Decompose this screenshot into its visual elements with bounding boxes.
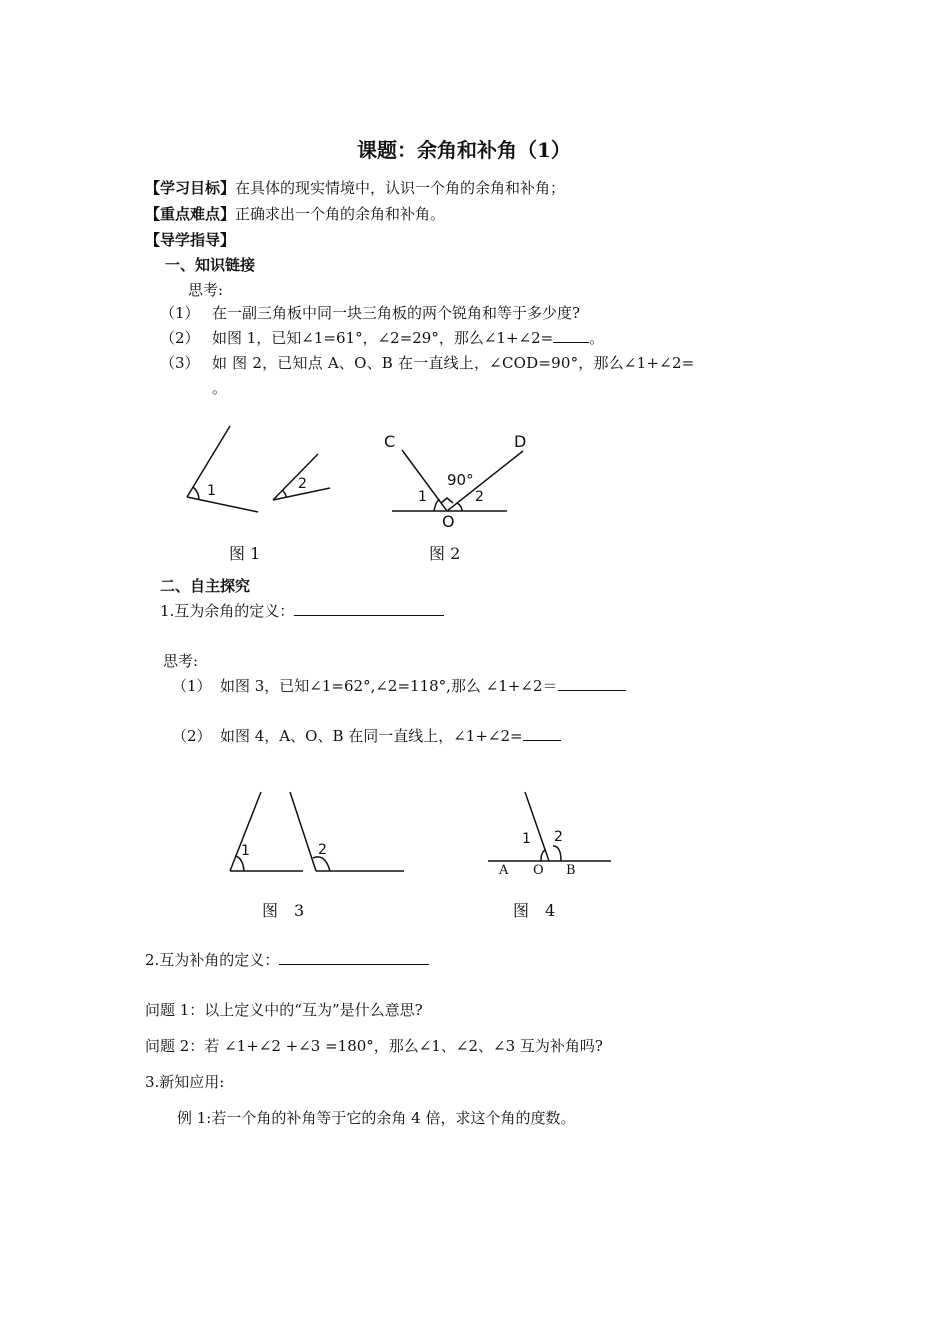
- apply-heading: 3.新知应用:: [145, 1073, 225, 1091]
- s2-q1-answer-blank[interactable]: [558, 676, 626, 691]
- page-title: 课题：余角和补角（1）: [357, 138, 571, 162]
- q2-number: （2）: [160, 329, 200, 347]
- fig3-label-2: 2: [318, 842, 327, 858]
- q2-body: 如图 1，已知∠1=61°，∠2=29°，那么∠1+∠2=: [212, 329, 554, 347]
- fig2-label-c: C: [384, 432, 396, 451]
- def2-text: 2.互为补角的定义：: [145, 951, 280, 969]
- objectives-text: 在具体的现实情境中，认识一个角的余角和补角；: [235, 179, 566, 197]
- caption-fig3: 图 3: [262, 901, 305, 920]
- fig2-angle1-arc: [434, 500, 440, 511]
- q3-text: 如 图 2，已知点 A、O、B 在一直线上，∠COD=90°，那么∠1+∠2=: [212, 354, 695, 372]
- s2-q1-line: [220, 676, 626, 696]
- fig1-label-2: 2: [298, 476, 307, 492]
- fig2-label-90: 90°: [447, 471, 474, 489]
- q3-end: 。: [212, 379, 228, 397]
- fig1-label-1: 1: [207, 483, 216, 499]
- fig2-right-angle-mark: [441, 498, 453, 503]
- fig1-angle2-ray-a: [273, 454, 318, 500]
- example-1: 例 1:若一个角的补角等于它的余角 4 倍，求这个角的度数。: [177, 1109, 576, 1127]
- section2-think: 思考:: [163, 652, 199, 670]
- fig4-label-b: B: [566, 863, 576, 878]
- def1-text: 1.互为余角的定义：: [160, 602, 295, 620]
- def2-line: [145, 950, 429, 970]
- s2-q1-number: （1）: [172, 677, 212, 695]
- guide-label: 【导学指导】: [145, 231, 236, 249]
- key-points-text: 正确求出一个角的余角和补角。: [235, 205, 446, 223]
- fig2-label-o: O: [442, 512, 455, 531]
- s2-q2-answer-blank[interactable]: [523, 726, 561, 741]
- fig4-label-2: 2: [554, 829, 563, 845]
- fig4-label-1: 1: [522, 831, 531, 847]
- fig1-angle2-arc: [283, 491, 286, 497]
- q1-text: 在一副三角板中同一块三角板的两个锐角和等于多少度?: [212, 304, 581, 322]
- fig4-label-a: A: [499, 863, 509, 878]
- section1-think: 思考:: [188, 281, 224, 299]
- fig3-angle2-ray-a: [290, 792, 316, 871]
- section2-heading: 二、自主探究: [160, 577, 251, 595]
- s2-q2-line: [220, 726, 561, 746]
- fig4-label-o: O: [533, 863, 544, 878]
- question-2: 问题 2：若 ∠1+∠2 +∠3 =180°，那么∠1、∠2、∠3 互为补角吗?: [145, 1037, 603, 1055]
- fig1-angle1-ray-b: [187, 497, 258, 512]
- section1-heading: 一、知识链接: [165, 256, 256, 274]
- s2-q1-text: 如图 3，已知∠1=62°,∠2=118°,那么 ∠1+∠2＝: [220, 677, 558, 695]
- fig4-angle2-arc: [553, 846, 561, 861]
- q3-number: （3）: [160, 354, 200, 372]
- def1-line: [160, 601, 444, 621]
- fig2-label-d: D: [514, 432, 527, 451]
- figure-4: [488, 792, 611, 861]
- s2-q2-text: 如图 4，A、O、B 在同一直线上，∠1+∠2=: [220, 727, 523, 745]
- caption-fig2: 图 2: [429, 544, 461, 563]
- caption-fig4: 图 4: [513, 901, 556, 920]
- figure-3: [230, 792, 404, 871]
- key-points-label: 【重点难点】: [145, 205, 236, 223]
- q1-number: （1）: [160, 304, 200, 322]
- caption-fig1: 图 1: [229, 544, 261, 563]
- def1-answer-blank[interactable]: [294, 601, 444, 616]
- question-1: 问题 1：以上定义中的“互为”是什么意思?: [145, 1001, 423, 1019]
- fig2-label-1: 1: [418, 489, 427, 505]
- fig3-label-1: 1: [241, 843, 250, 859]
- def2-answer-blank[interactable]: [279, 950, 429, 965]
- q2-end: 。: [589, 329, 605, 347]
- fig2-label-2: 2: [475, 489, 484, 505]
- fig2-angle2-arc: [457, 503, 462, 511]
- s2-q2-number: （2）: [172, 727, 212, 745]
- objectives-label: 【学习目标】: [145, 179, 236, 197]
